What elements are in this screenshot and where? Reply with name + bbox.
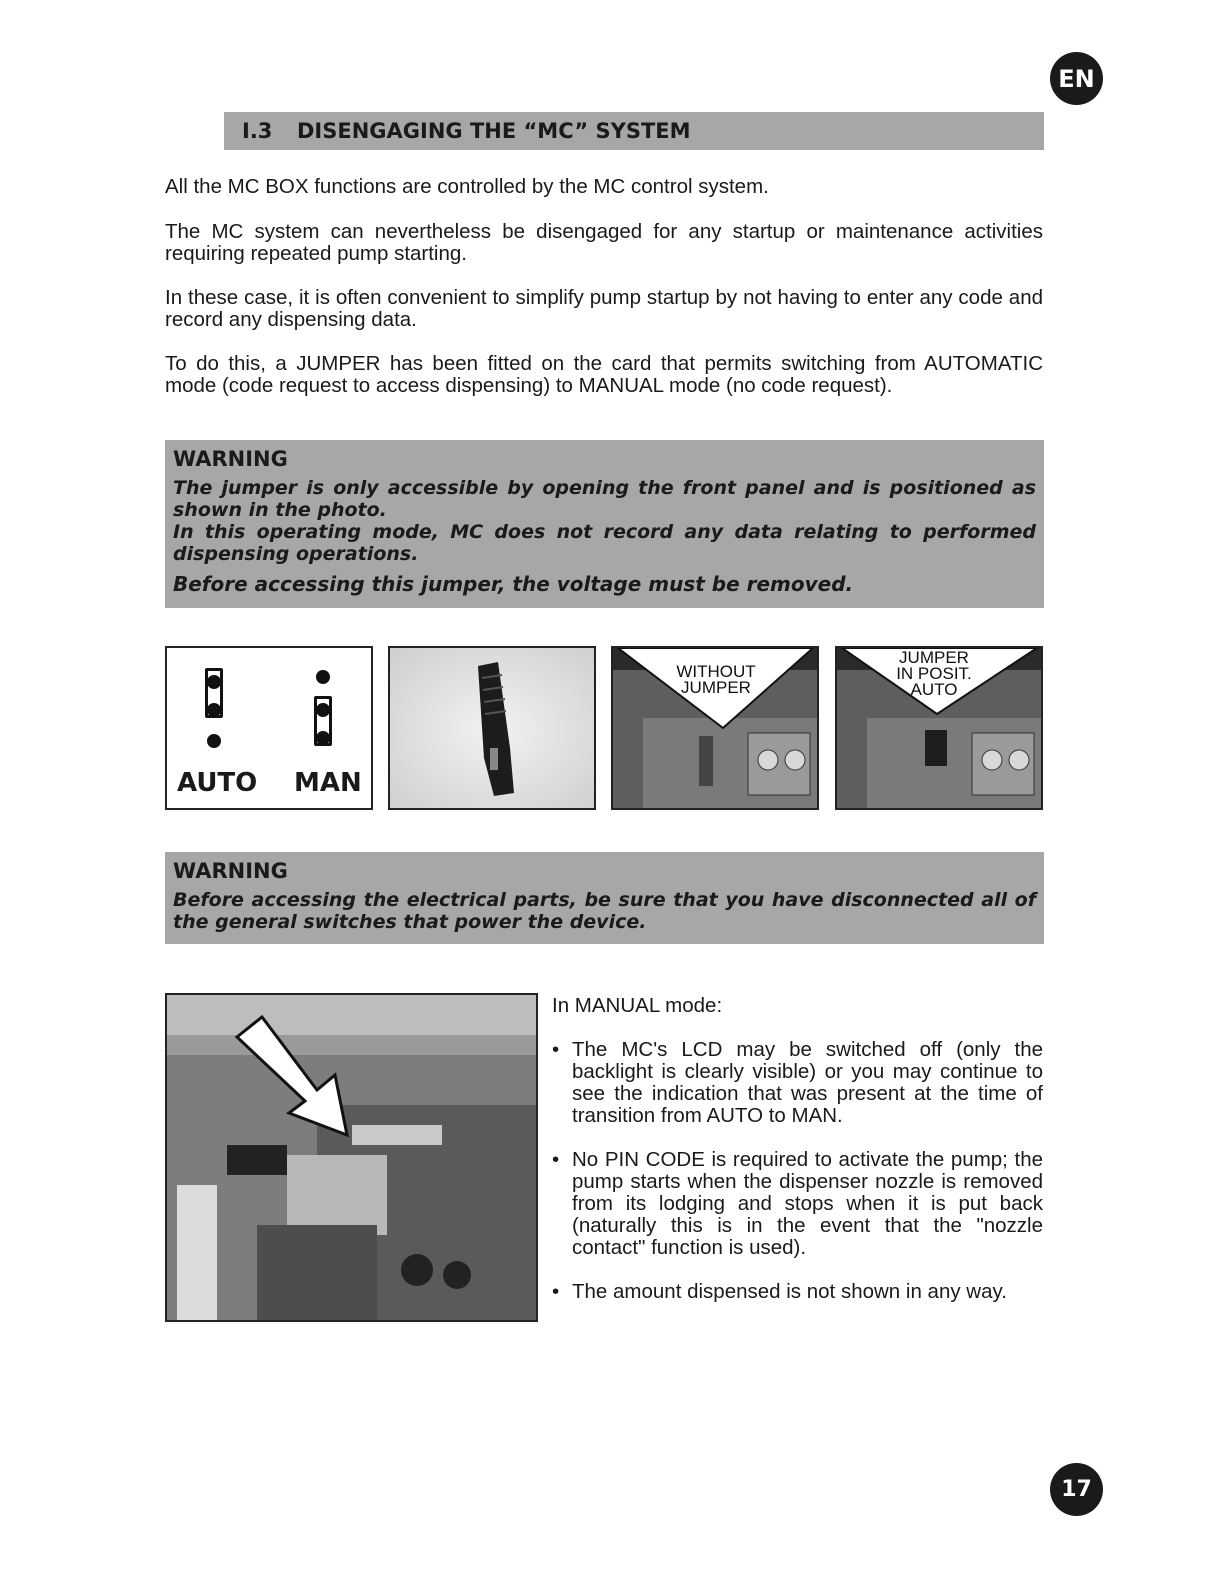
- language-label: EN: [1058, 64, 1095, 93]
- section-title: DISENGAGING THE “MC” SYSTEM: [297, 119, 691, 143]
- pin-dot: [207, 675, 221, 689]
- warning-title: WARNING: [173, 447, 288, 471]
- language-badge: [1050, 52, 1103, 105]
- paragraph-4: To do this, a JUMPER has been fitted on the card that permits switching from AUTOMATIC mode (code request to access dispensing) to MANUAL mode (no code request).: [165, 352, 1043, 397]
- pin-dot: [316, 703, 330, 717]
- section-heading: [224, 112, 1044, 150]
- callout-line: WITHOUT: [676, 662, 756, 681]
- manual-bullet-amount: • The amount dispensed is not shown in any way.: [552, 1281, 1043, 1303]
- manual-bullet-lcd: • The MC's LCD may be switched off (only the backlight is clearly visible) or you may continue to see the indication that was present at the time of transition from AUTO to MAN.: [552, 1039, 1043, 1127]
- page-number-badge: [1050, 1463, 1103, 1516]
- jumper-photo: [388, 646, 596, 810]
- warning-box-electrical: [165, 852, 1044, 944]
- callout-jumper-auto: [877, 650, 991, 698]
- callout-line: IN POSIT.: [896, 664, 972, 683]
- board-photo-without-jumper: [611, 646, 819, 810]
- warning-text-access: The jumper is only accessible by opening the front panel and is positioned as shown in the photo.: [173, 477, 1036, 521]
- pin-dot: [207, 734, 221, 748]
- callout-line: JUMPER: [681, 678, 751, 697]
- manual-mode-section: [552, 995, 1043, 1303]
- section-number: I.3: [242, 119, 273, 143]
- board-location-photo: [165, 993, 538, 1322]
- board-photo-jumper-auto: [835, 646, 1043, 810]
- auto-label: AUTO: [177, 768, 258, 798]
- jumper-photo-image: [390, 648, 596, 810]
- pin-dot: [207, 703, 221, 717]
- warning-box-jumper: [165, 440, 1044, 608]
- pin-dot: [316, 670, 330, 684]
- callout-without-jumper: [653, 664, 779, 696]
- pin-dot: [316, 731, 330, 745]
- warning-title: WARNING: [173, 859, 288, 883]
- paragraph-1: All the MC BOX functions are controlled by the MC control system.: [165, 175, 769, 198]
- callout-line: AUTO: [910, 680, 958, 699]
- warning-text-disconnect: Before accessing the electrical parts, be sure that you have disconnected all of the general switches that power the device.: [173, 889, 1036, 933]
- board-location-image: [167, 995, 538, 1322]
- jumper-diagram: [165, 646, 373, 810]
- warning-text-no-record: In this operating mode, MC does not record any data relating to performed dispensing operations.: [173, 521, 1036, 565]
- page-number: 17: [1061, 1477, 1092, 1502]
- manual-bullet-pin: • No PIN CODE is required to activate the pump; the pump starts when the dispenser nozzle is removed from its lodging and stops when it is put back (naturally this is in the event that the "nozzle contact" function is used).: [552, 1149, 1043, 1259]
- callout-line: JUMPER: [899, 648, 969, 667]
- manual-mode-intro: In MANUAL mode:: [552, 994, 723, 1017]
- warning-text-voltage: Before accessing this jumper, the voltage must be removed.: [173, 572, 854, 596]
- paragraph-3: In these case, it is often convenient to simplify pump startup by not having to enter any code and record any dispensing data.: [165, 286, 1043, 331]
- man-label: MAN: [294, 768, 362, 798]
- paragraph-2: The MC system can nevertheless be disengaged for any startup or maintenance activities requiring repeated pump starting.: [165, 220, 1043, 265]
